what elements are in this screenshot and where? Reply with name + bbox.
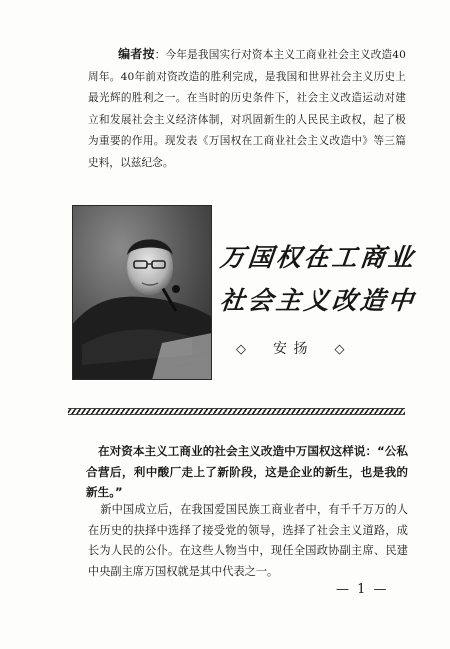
diamond-open-mark: ◇ bbox=[236, 342, 247, 357]
article-title bbox=[220, 236, 420, 322]
pull-quote bbox=[86, 441, 408, 503]
title-line-1: 万国权在工商业 bbox=[218, 243, 418, 272]
hatched-divider bbox=[68, 408, 405, 415]
portrait-photo bbox=[72, 205, 212, 380]
editor-note bbox=[88, 44, 406, 175]
author-byline bbox=[236, 338, 345, 358]
author-name: 安 扬 bbox=[273, 341, 309, 357]
page-number: — 1 — bbox=[336, 582, 389, 597]
title-line-2: 社会主义改造中 bbox=[218, 286, 418, 315]
body-paragraph bbox=[88, 500, 408, 582]
body-paragraph-text: 新中国成立后，在我国爱国民族工商业者中，有千千万万的人在历史的抉择中选择了接受党的领导，选择了社会主义道路，成长为人民的公仆。在这些人物当中，现任全国政协副主席、民建中央副主席万国权就是其中代表之一。 bbox=[88, 503, 408, 578]
editor-note-label: 编者按 bbox=[118, 47, 155, 61]
editor-note-text: ：今年是我国实行对资本主义工商业社会主义改造40周年。40年前对资改造的胜利完成，是我国和世界社会主义历史上最光辉的胜利之一。在当时的历史条件下，社会主义改造运动对建立和发展社会主义经济体制，对巩固新生的人民民主政权，起了极为重要的作用。现发表《万国权在工商业社会主义改造中》等三篇史料，以兹纪念。 bbox=[88, 49, 406, 169]
diamond-close-mark: ◇ bbox=[334, 342, 346, 357]
pull-quote-text: 在对资本主义工商业的社会主义改造中万国权这样说：“公私合营后，利中酸厂走上了新阶段，这是企业的新生，也是我的新生。” bbox=[86, 444, 408, 499]
